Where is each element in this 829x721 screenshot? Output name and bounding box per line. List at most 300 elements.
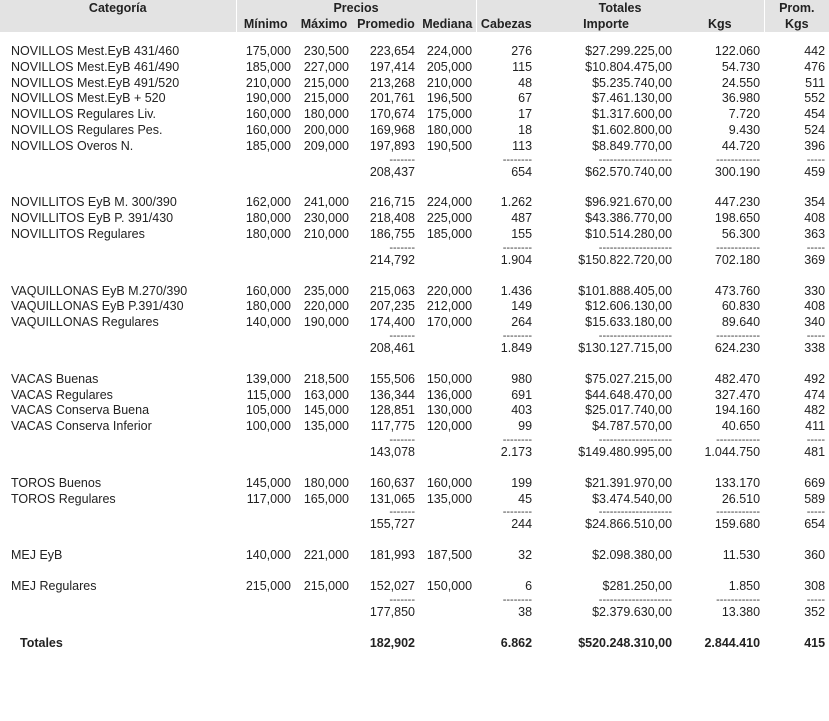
table-row [0, 403, 829, 419]
kgs-cell: 54.730 [721, 59, 761, 74]
header-minimo: Mínimo [236, 16, 295, 32]
prom-separator: ----- [806, 507, 826, 518]
cabezas-cell: 67 [518, 91, 533, 106]
subtotal-prom-kgs: 459 [804, 164, 826, 179]
spacer-cell [0, 32, 829, 44]
spacer-row [0, 461, 829, 476]
subtotal-cabezas: 1.904 [500, 252, 533, 267]
maximo-cell: 215,000 [303, 91, 349, 106]
maximo-cell: 200,000 [303, 122, 349, 137]
mediana-cell: 190,500 [426, 138, 473, 153]
table-row [0, 579, 829, 595]
category-cell: TOROS Regulares [11, 491, 116, 506]
header-prom-kgs: Kgs [764, 16, 829, 32]
totals-blank [295, 636, 353, 652]
mediana-cell: 160,000 [426, 475, 473, 490]
mediana-cell: 120,000 [426, 419, 473, 434]
promedio-cell: 181,993 [369, 548, 415, 563]
maximo-cell: 221,000 [303, 548, 349, 563]
subtotal-prom-kgs: 481 [804, 444, 826, 459]
promedio-cell: 152,027 [369, 578, 415, 593]
importe-cell: $3.474.540,00 [592, 491, 673, 506]
promedio-separator: ------- [389, 434, 415, 445]
subtotal-row [0, 445, 829, 461]
importe-separator: -------------------- [598, 594, 673, 605]
totals-importe: $520.248.310,00 [578, 635, 673, 650]
maximo-cell: 215,000 [303, 75, 349, 90]
kgs-cell: 26.510 [721, 491, 761, 506]
kgs-separator: ------------ [716, 154, 761, 165]
subtotal-promedio: 214,792 [369, 252, 415, 267]
kgs-separator: ------------ [716, 507, 761, 518]
importe-cell: $10.804.475,00 [585, 59, 673, 74]
kgs-cell: 9.430 [728, 122, 761, 137]
mediana-cell: 185,000 [426, 226, 473, 241]
totals-kgs: 2.844.410 [704, 635, 761, 650]
maximo-cell: 218,500 [303, 371, 349, 386]
separator-blank [236, 435, 295, 445]
header-categoria: Categoría [0, 0, 236, 16]
minimo-cell: 185,000 [245, 138, 291, 153]
header-importe: Importe [536, 16, 676, 32]
separator-blank [236, 331, 295, 341]
minimo-cell: 180,000 [245, 299, 291, 314]
header-row-groups [0, 0, 829, 16]
cabezas-cell: 6 [525, 578, 533, 593]
separator-row [0, 155, 829, 165]
subtotal-blank [236, 165, 295, 181]
cabezas-cell: 264 [511, 315, 533, 330]
category-cell: NOVILLITOS Regulares [11, 226, 145, 241]
minimo-cell: 180,000 [245, 226, 291, 241]
prom-separator: ----- [806, 154, 826, 165]
category-cell: VACAS Regulares [11, 387, 113, 402]
subtotal-kgs: 159.680 [714, 517, 761, 532]
subtotal-blank [236, 517, 295, 533]
minimo-cell: 185,000 [245, 59, 291, 74]
cabezas-cell: 45 [518, 491, 533, 506]
subtotal-blank [236, 605, 295, 621]
header-totales: Totales [476, 0, 764, 16]
mediana-cell: 210,000 [426, 75, 473, 90]
category-cell: NOVILLOS Overos N. [11, 138, 134, 153]
kgs-cell: 89.640 [721, 315, 761, 330]
subtotal-cabezas: 2.173 [500, 444, 533, 459]
promedio-cell: 215,063 [369, 283, 415, 298]
separator-blank [236, 507, 295, 517]
prom-kgs-cell: 363 [804, 226, 826, 241]
promedio-cell: 128,851 [369, 403, 415, 418]
minimo-cell: 140,000 [245, 315, 291, 330]
prom-kgs-cell: 511 [805, 75, 826, 90]
promedio-separator: ------- [389, 330, 415, 341]
separator-blank [0, 155, 236, 165]
separator-blank [236, 595, 295, 605]
table-row [0, 76, 829, 92]
promedio-cell: 197,414 [369, 59, 415, 74]
cabezas-separator: -------- [502, 594, 533, 605]
separator-blank [295, 507, 353, 517]
prom-kgs-cell: 454 [804, 107, 826, 122]
promedio-cell: 216,715 [369, 195, 415, 210]
category-cell: VACAS Conserva Buena [11, 403, 150, 418]
separator-blank [419, 331, 476, 341]
maximo-cell: 190,000 [303, 315, 349, 330]
spacer-cell [0, 564, 829, 579]
maximo-cell: 241,000 [303, 195, 349, 210]
subtotal-prom-kgs: 352 [804, 604, 826, 619]
header-kgs: Kgs [676, 16, 764, 32]
importe-cell: $7.461.130,00 [592, 91, 673, 106]
subtotal-row [0, 517, 829, 533]
header-maximo: Máximo [295, 16, 353, 32]
importe-cell: $1.602.800,00 [592, 122, 673, 137]
kgs-cell: 24.550 [721, 75, 761, 90]
kgs-cell: 327.470 [714, 387, 761, 402]
promedio-cell: 160,637 [369, 475, 415, 490]
spacer-cell [0, 621, 829, 636]
header-promedio: Promedio [353, 16, 419, 32]
promedio-cell: 186,755 [369, 226, 415, 241]
subtotal-importe: $130.127.715,00 [578, 340, 673, 355]
spacer-cell [0, 461, 829, 476]
category-cell: NOVILLOS Mest.EyB 491/520 [11, 75, 180, 90]
cabezas-separator: -------- [502, 330, 533, 341]
prom-kgs-cell: 340 [804, 315, 826, 330]
maximo-cell: 180,000 [303, 107, 349, 122]
maximo-cell: 165,000 [303, 491, 349, 506]
mediana-cell: 130,000 [426, 403, 473, 418]
category-cell: NOVILLITOS EyB M. 300/390 [11, 195, 177, 210]
spacer-row [0, 269, 829, 284]
subtotal-row [0, 605, 829, 621]
subtotal-kgs: 702.180 [714, 252, 761, 267]
prom-kgs-cell: 330 [804, 283, 826, 298]
subtotal-blank [0, 445, 236, 461]
prom-kgs-cell: 524 [804, 122, 826, 137]
importe-separator: -------------------- [598, 154, 673, 165]
mediana-cell: 180,000 [426, 122, 473, 137]
subtotal-kgs: 1.044.750 [704, 444, 761, 459]
importe-cell: $43.386.770,00 [585, 211, 673, 226]
minimo-cell: 105,000 [245, 403, 291, 418]
cabezas-separator: -------- [502, 507, 533, 518]
table-row [0, 211, 829, 227]
maximo-cell: 135,000 [303, 419, 349, 434]
totals-blank [419, 636, 476, 652]
importe-cell: $1.317.600,00 [592, 107, 673, 122]
minimo-cell: 145,000 [245, 475, 291, 490]
maximo-cell: 220,000 [303, 299, 349, 314]
mediana-cell: 150,000 [426, 578, 473, 593]
cabezas-cell: 149 [511, 299, 533, 314]
table-row [0, 548, 829, 564]
maximo-cell: 209,000 [303, 138, 349, 153]
table-row [0, 60, 829, 76]
promedio-separator: ------- [389, 242, 415, 253]
category-cell: NOVILLITOS EyB P. 391/430 [11, 211, 174, 226]
kgs-cell: 1.850 [728, 578, 761, 593]
minimo-cell: 190,000 [245, 91, 291, 106]
importe-cell: $75.027.215,00 [585, 371, 673, 386]
minimo-cell: 160,000 [245, 107, 291, 122]
prom-kgs-cell: 476 [804, 59, 826, 74]
separator-blank [419, 155, 476, 165]
prom-kgs-cell: 589 [804, 491, 826, 506]
separator-row [0, 331, 829, 341]
table-row [0, 139, 829, 155]
category-cell: VAQUILLONAS Regulares [11, 315, 159, 330]
mediana-cell: 135,000 [426, 491, 473, 506]
kgs-separator: ------------ [716, 594, 761, 605]
cabezas-separator: -------- [502, 434, 533, 445]
separator-row [0, 507, 829, 517]
table-row [0, 372, 829, 388]
importe-cell: $27.299.225,00 [585, 44, 673, 58]
table-row [0, 284, 829, 300]
importe-cell: $21.391.970,00 [585, 475, 673, 490]
category-cell: VACAS Conserva Inferior [11, 419, 152, 434]
prom-kgs-cell: 474 [804, 387, 826, 402]
category-cell: MEJ Regulares [11, 578, 97, 593]
maximo-cell: 230,000 [303, 211, 349, 226]
kgs-cell: 36.980 [721, 91, 761, 106]
importe-cell: $4.787.570,00 [592, 419, 673, 434]
subtotal-cabezas: 244 [511, 517, 533, 532]
category-cell: VACAS Buenas [11, 371, 99, 386]
importe-cell: $5.235.740,00 [592, 75, 673, 90]
subtotal-blank [295, 517, 353, 533]
spacer-row [0, 533, 829, 548]
kgs-cell: 133.170 [714, 475, 761, 490]
totals-prom-kgs: 415 [804, 635, 826, 650]
spacer-row [0, 621, 829, 636]
maximo-cell: 180,000 [303, 475, 349, 490]
header-blank [0, 16, 236, 32]
mediana-cell: 205,000 [426, 59, 473, 74]
kgs-cell: 44.720 [721, 138, 761, 153]
prom-kgs-cell: 396 [804, 138, 826, 153]
separator-blank [419, 435, 476, 445]
category-cell: NOVILLOS Mest.EyB 461/490 [11, 59, 180, 74]
table-row [0, 315, 829, 331]
mediana-cell: 170,000 [426, 315, 473, 330]
kgs-cell: 56.300 [721, 226, 761, 241]
spacer-row [0, 564, 829, 579]
kgs-separator: ------------ [716, 242, 761, 253]
cabezas-cell: 1.436 [500, 283, 533, 298]
importe-separator: -------------------- [598, 434, 673, 445]
subtotal-blank [0, 517, 236, 533]
minimo-cell: 175,000 [245, 44, 291, 58]
minimo-cell: 210,000 [245, 75, 291, 90]
promedio-cell: 169,968 [369, 122, 415, 137]
table-row [0, 419, 829, 435]
separator-row [0, 435, 829, 445]
importe-cell: $44.648.470,00 [585, 387, 673, 402]
importe-separator: -------------------- [598, 507, 673, 518]
category-cell: VAQUILLONAS EyB P.391/430 [11, 299, 184, 314]
separator-blank [295, 595, 353, 605]
table-row [0, 299, 829, 315]
kgs-cell: 482.470 [714, 371, 761, 386]
prom-kgs-cell: 408 [804, 299, 826, 314]
minimo-cell: 117,000 [246, 491, 291, 506]
promedio-cell: 136,344 [369, 387, 415, 402]
separator-blank [236, 155, 295, 165]
maximo-cell: 227,000 [303, 59, 349, 74]
mediana-cell: 212,000 [426, 299, 473, 314]
promedio-cell: 207,235 [369, 299, 415, 314]
separator-row [0, 595, 829, 605]
cabezas-cell: 276 [511, 44, 533, 58]
kgs-cell: 447.230 [714, 195, 761, 210]
cabezas-cell: 48 [518, 75, 533, 90]
cabezas-cell: 403 [511, 403, 533, 418]
mediana-cell: 187,500 [426, 548, 473, 563]
separator-blank [419, 243, 476, 253]
subtotal-blank [0, 165, 236, 181]
separator-row [0, 243, 829, 253]
subtotal-cabezas: 38 [518, 604, 533, 619]
table-row [0, 492, 829, 508]
prom-kgs-cell: 442 [804, 44, 826, 58]
header-row-columns [0, 16, 829, 32]
separator-blank [236, 243, 295, 253]
spacer-row [0, 357, 829, 372]
separator-blank [0, 507, 236, 517]
cabezas-cell: 487 [511, 211, 533, 226]
maximo-cell: 235,000 [303, 283, 349, 298]
separator-blank [419, 507, 476, 517]
importe-cell: $281.250,00 [602, 578, 673, 593]
separator-blank [419, 595, 476, 605]
minimo-cell: 140,000 [245, 548, 291, 563]
subtotal-prom-kgs: 654 [804, 517, 826, 532]
prom-kgs-cell: 354 [804, 195, 826, 210]
prom-kgs-cell: 669 [804, 475, 826, 490]
subtotal-blank [0, 605, 236, 621]
category-cell: NOVILLOS Mest.EyB + 520 [11, 91, 166, 106]
table-row [0, 195, 829, 211]
spacer-row [0, 180, 829, 195]
prom-kgs-cell: 411 [805, 419, 826, 434]
mediana-cell: 224,000 [426, 195, 473, 210]
subtotal-importe: $62.570.740,00 [585, 164, 673, 179]
subtotal-blank [295, 253, 353, 269]
promedio-cell: 197,893 [369, 138, 415, 153]
minimo-cell: 100,000 [245, 419, 291, 434]
kgs-separator: ------------ [716, 330, 761, 341]
separator-blank [295, 331, 353, 341]
prom-kgs-cell: 308 [804, 578, 826, 593]
promedio-cell: 117,775 [370, 419, 415, 434]
maximo-cell: 210,000 [303, 226, 349, 241]
kgs-cell: 473.760 [714, 283, 761, 298]
kgs-cell: 11.530 [722, 548, 761, 563]
category-cell: TOROS Buenos [11, 475, 102, 490]
prom-kgs-cell: 408 [804, 211, 826, 226]
kgs-cell: 60.830 [721, 299, 761, 314]
table-row [0, 388, 829, 404]
prom-separator: ----- [806, 434, 826, 445]
importe-cell: $15.633.180,00 [585, 315, 673, 330]
kgs-cell: 194.160 [714, 403, 761, 418]
spacer-cell [0, 357, 829, 372]
subtotal-blank [0, 341, 236, 357]
prom-kgs-cell: 552 [804, 91, 826, 106]
table-row [0, 476, 829, 492]
category-cell: NOVILLOS Regulares Liv. [11, 107, 156, 122]
prom-kgs-cell: 360 [804, 548, 826, 563]
separator-blank [0, 331, 236, 341]
totals-cabezas: 6.862 [500, 635, 533, 650]
cabezas-separator: -------- [502, 154, 533, 165]
subtotal-blank [295, 165, 353, 181]
subtotal-kgs: 300.190 [714, 164, 761, 179]
table-row [0, 44, 829, 60]
minimo-cell: 162,000 [245, 195, 291, 210]
maximo-cell: 215,000 [303, 578, 349, 593]
category-cell: NOVILLOS Mest.EyB 431/460 [11, 44, 180, 58]
cabezas-separator: -------- [502, 242, 533, 253]
mediana-cell: 220,000 [426, 283, 473, 298]
importe-separator: -------------------- [598, 242, 673, 253]
spacer-cell [0, 180, 829, 195]
subtotal-kgs: 624.230 [714, 340, 761, 355]
maximo-cell: 230,500 [303, 44, 349, 58]
header-prom: Prom. [764, 0, 829, 16]
prom-separator: ----- [806, 594, 826, 605]
cabezas-cell: 99 [518, 419, 533, 434]
subtotal-blank [236, 253, 295, 269]
subtotal-blank [236, 445, 295, 461]
mediana-cell: 175,000 [426, 107, 473, 122]
totals-row [0, 636, 829, 652]
table-row [0, 227, 829, 243]
mediana-cell: 196,500 [426, 91, 473, 106]
cabezas-cell: 17 [518, 107, 533, 122]
importe-cell: $12.606.130,00 [585, 299, 673, 314]
mediana-cell: 136,000 [426, 387, 473, 402]
minimo-cell: 115,000 [246, 387, 291, 402]
importe-cell: $25.017.740,00 [585, 403, 673, 418]
subtotal-blank [419, 605, 476, 621]
subtotal-promedio: 155,727 [369, 517, 415, 532]
subtotal-importe: $2.379.630,00 [592, 604, 673, 619]
subtotal-cabezas: 1.849 [500, 340, 533, 355]
subtotal-row [0, 253, 829, 269]
separator-blank [0, 243, 236, 253]
subtotal-blank [419, 341, 476, 357]
table-row [0, 91, 829, 107]
promedio-cell: 155,506 [369, 371, 415, 386]
mediana-cell: 225,000 [426, 211, 473, 226]
minimo-cell: 160,000 [245, 283, 291, 298]
promedio-cell: 223,654 [369, 44, 415, 58]
cabezas-cell: 115 [512, 59, 533, 74]
importe-cell: $96.921.670,00 [585, 195, 673, 210]
cabezas-cell: 32 [518, 548, 533, 563]
header-precios: Precios [236, 0, 476, 16]
subtotal-importe: $24.866.510,00 [585, 517, 673, 532]
header-mediana: Mediana [419, 16, 476, 32]
minimo-cell: 180,000 [245, 211, 291, 226]
cabezas-cell: 199 [511, 475, 533, 490]
kgs-cell: 198.650 [714, 211, 761, 226]
subtotal-promedio: 208,461 [369, 340, 415, 355]
mediana-cell: 150,000 [426, 371, 473, 386]
